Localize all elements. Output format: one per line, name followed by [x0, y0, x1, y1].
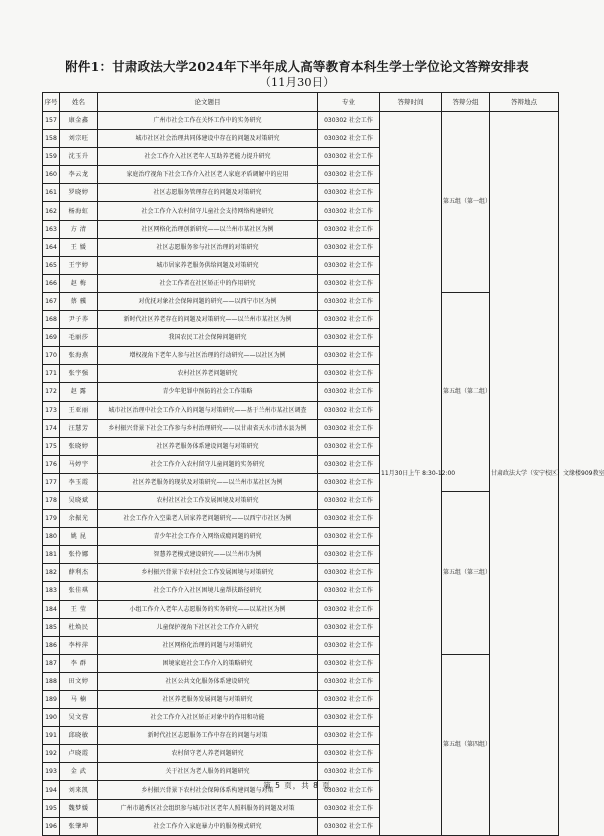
cell-no: 157: [43, 112, 60, 130]
cell-major: 030302 社会工作: [318, 437, 380, 455]
cell-name: 康金鑫: [60, 112, 98, 130]
cell-no: 187: [43, 654, 60, 672]
cell-topic: 城市社区治理中社会工作介入的问题与对策研究——基于兰州市某社区调查: [98, 401, 318, 419]
cell-major: 030302 社会工作: [318, 148, 380, 166]
cell-no: 176: [43, 455, 60, 473]
cell-topic: 社会工作介入社区困境儿童帮扶路径研究: [98, 582, 318, 600]
cell-topic: 社会工作介入农村留守儿童社会支持网络构建研究: [98, 202, 318, 220]
cell-major: 030302 社会工作: [318, 528, 380, 546]
table-header-row: [43, 93, 559, 112]
cell-name: 尹子荞: [60, 311, 98, 329]
cell-topic: 乡村振兴背景下社会工作参与乡村治理研究——以甘肃省天水市清水县为例: [98, 419, 318, 437]
cell-topic: 社区养老服务的现状及对策研究——以兰州市某社区为例: [98, 473, 318, 491]
cell-major: 030302 社会工作: [318, 781, 380, 799]
cell-name: 张海燕: [60, 347, 98, 365]
page-subtitle: （11月30日）: [259, 75, 335, 89]
header-major: 专业: [318, 93, 380, 112]
cell-no: 172: [43, 383, 60, 401]
cell-topic: 社会工作者在社区矫正中的作用研究: [98, 274, 318, 292]
cell-name: 毛丽莎: [60, 329, 98, 347]
cell-no: 178: [43, 491, 60, 509]
cell-defense-group: 第五组（第三组）: [442, 491, 490, 654]
cell-topic: 小组工作介入老年人志愿服务的实务研究——以某社区为例: [98, 600, 318, 618]
cell-name: 刘宗旺: [60, 130, 98, 148]
cell-name: 杨海虹: [60, 202, 98, 220]
cell-name: 吴晓斌: [60, 491, 98, 509]
cell-topic: 农村社区养老问题研究: [98, 365, 318, 383]
cell-topic: 社会工作介入农村留守儿童问题的实务研究: [98, 455, 318, 473]
cell-no: 179: [43, 510, 60, 528]
cell-major: 030302 社会工作: [318, 654, 380, 672]
cell-topic: 增权视角下老年人参与社区治理的行动研究——以社区为例: [98, 347, 318, 365]
cell-major: 030302 社会工作: [318, 618, 380, 636]
cell-no: 182: [43, 564, 60, 582]
cell-topic: 困境家庭社会工作介入的策略研究: [98, 654, 318, 672]
cell-no: 180: [43, 528, 60, 546]
cell-name: 汪慧芳: [60, 419, 98, 437]
cell-name: 薛利杰: [60, 564, 98, 582]
cell-major: 030302 社会工作: [318, 184, 380, 202]
cell-topic: 家庭治疗视角下社会工作介入社区老人家庭矛盾调解中的应用: [98, 166, 318, 184]
cell-major: 030302 社会工作: [318, 329, 380, 347]
cell-name: 余振光: [60, 510, 98, 528]
cell-no: 167: [43, 292, 60, 310]
cell-name: 邱晓敏: [60, 727, 98, 745]
cell-no: 164: [43, 238, 60, 256]
table-body: [43, 112, 604, 836]
cell-name: 李梓萍: [60, 636, 98, 654]
cell-no: 173: [43, 401, 60, 419]
cell-major: 030302 社会工作: [318, 546, 380, 564]
cell-name: 李 群: [60, 654, 98, 672]
header-location: 答辩地点: [490, 93, 559, 112]
cell-topic: 社区志愿服务管理存在的问题及对策研究: [98, 184, 318, 202]
cell-name: 张肇坤: [60, 817, 98, 835]
page-footer: 第 5 页，共 8 页: [263, 781, 331, 790]
cell-major: 030302 社会工作: [318, 202, 380, 220]
cell-topic: 农村留守老人养老问题研究: [98, 745, 318, 763]
cell-topic: 社区网格化治理创新研究——以兰州市某社区为例: [98, 220, 318, 238]
cell-name: 王宇婷: [60, 256, 98, 274]
cell-major: 030302 社会工作: [318, 347, 380, 365]
cell-defense-group: 第五组（第一组）: [442, 112, 490, 293]
cell-name: 马 楠: [60, 691, 98, 709]
cell-major: 030302 社会工作: [318, 582, 380, 600]
cell-topic: 社会工作介入社区矫正对象中的作用和功能: [98, 709, 318, 727]
cell-name: 姚 昆: [60, 528, 98, 546]
cell-major: 030302 社会工作: [318, 727, 380, 745]
cell-major: 030302 社会工作: [318, 365, 380, 383]
cell-no: 165: [43, 256, 60, 274]
cell-topic: 乡村振兴背景下农村社会保障体系构建问题与对策: [98, 781, 318, 799]
cell-no: 191: [43, 727, 60, 745]
cell-topic: 社区志愿服务参与社区治理的对策研究: [98, 238, 318, 256]
cell-name: 罗晓婷: [60, 184, 98, 202]
cell-topic: 社区网格化治理的问题与对策研究: [98, 636, 318, 654]
cell-no: 161: [43, 184, 60, 202]
cell-name: 王 媛: [60, 238, 98, 256]
cell-name: 蔡 骥: [60, 292, 98, 310]
cell-name: 刘来凯: [60, 781, 98, 799]
cell-topic: 社会工作介入空巢老人居家养老问题研究——以西宁市社区为例: [98, 510, 318, 528]
cell-name: 张晓婷: [60, 437, 98, 455]
cell-name: 张宇强: [60, 365, 98, 383]
cell-defense-group: 第五组（第四组）: [442, 654, 490, 835]
cell-topic: 广州市社会工作在关怀工作中的实务研究: [98, 112, 318, 130]
table-row: [43, 292, 559, 310]
cell-major: 030302 社会工作: [318, 491, 380, 509]
cell-name: 张佳琪: [60, 582, 98, 600]
cell-no: 181: [43, 546, 60, 564]
header-topic: 论文题目: [98, 93, 318, 112]
cell-major: 030302 社会工作: [318, 636, 380, 654]
cell-name: 张伶娜: [60, 546, 98, 564]
cell-name: 金 武: [60, 763, 98, 781]
cell-major: 030302 社会工作: [318, 600, 380, 618]
cell-major: 030302 社会工作: [318, 383, 380, 401]
cell-topic: 广州市越秀区社会组织参与城市社区老年人照料服务的问题及对策: [98, 799, 318, 817]
cell-major: 030302 社会工作: [318, 745, 380, 763]
cell-major: 030302 社会工作: [318, 510, 380, 528]
cell-major: 030302 社会工作: [318, 166, 380, 184]
cell-defense-group: 第五组（第二组）: [442, 292, 490, 491]
cell-major: 030302 社会工作: [318, 672, 380, 690]
page-title: 附件1：甘肃政法大学2024年下半年成人高等教育本科生学士学位论文答辩安排表: [65, 59, 529, 74]
cell-name: 赵 梅: [60, 274, 98, 292]
cell-name: 方 清: [60, 220, 98, 238]
cell-no: 188: [43, 672, 60, 690]
cell-no: 195: [43, 799, 60, 817]
cell-no: 166: [43, 274, 60, 292]
cell-topic: 智慧养老模式建设研究——以兰州市为例: [98, 546, 318, 564]
cell-no: 177: [43, 473, 60, 491]
cell-no: 169: [43, 329, 60, 347]
cell-major: 030302 社会工作: [318, 691, 380, 709]
cell-major: 030302 社会工作: [318, 220, 380, 238]
cell-major: 030302 社会工作: [318, 292, 380, 310]
cell-major: 030302 社会工作: [318, 799, 380, 817]
cell-no: 158: [43, 130, 60, 148]
cell-no: 189: [43, 691, 60, 709]
cell-topic: 社会工作介入家庭暴力中的服务模式研究: [98, 817, 318, 835]
cell-major: 030302 社会工作: [318, 817, 380, 835]
cell-topic: 城市社区社会治理共同体建设中存在的问题及对策研究: [98, 130, 318, 148]
cell-no: 160: [43, 166, 60, 184]
cell-no: 192: [43, 745, 60, 763]
cell-topic: 新时代社区养老存在的问题及对策研究——以兰州市某社区为例: [98, 311, 318, 329]
cell-major: 030302 社会工作: [318, 455, 380, 473]
cell-no: 190: [43, 709, 60, 727]
cell-topic: 青少年犯罪中预防的社会工作策略: [98, 383, 318, 401]
cell-no: 194: [43, 781, 60, 799]
cell-name: 李玉霞: [60, 473, 98, 491]
cell-topic: 社会工作介入社区老年人互助养老能力提升研究: [98, 148, 318, 166]
cell-defense-location: 甘肃政法大学（安宁校区）文缘楼909教室: [490, 112, 559, 836]
cell-major: 030302 社会工作: [318, 130, 380, 148]
cell-major: 030302 社会工作: [318, 419, 380, 437]
cell-major: 030302 社会工作: [318, 274, 380, 292]
table-row: [43, 112, 559, 130]
cell-no: 174: [43, 419, 60, 437]
cell-no: 162: [43, 202, 60, 220]
cell-name: 卢晓霞: [60, 745, 98, 763]
cell-topic: 社区公共文化服务体系建设研究: [98, 672, 318, 690]
cell-topic: 儿童保护视角下社区社会工作介入研究: [98, 618, 318, 636]
cell-no: 163: [43, 220, 60, 238]
cell-major: 030302 社会工作: [318, 763, 380, 781]
cell-major: 030302 社会工作: [318, 473, 380, 491]
cell-name: 杜焕民: [60, 618, 98, 636]
header-time: 答辩时间: [380, 93, 442, 112]
cell-defense-time: 11月30日上午 8:30-12:00: [380, 112, 442, 836]
cell-major: 030302 社会工作: [318, 256, 380, 274]
cell-no: 183: [43, 582, 60, 600]
cell-topic: 乡村振兴背景下农村社会工作发展困境与对策研究: [98, 564, 318, 582]
cell-no: 186: [43, 636, 60, 654]
cell-topic: 对优抚对象社会保障问题的研究——以西宁市区为例: [98, 292, 318, 310]
cell-major: 030302 社会工作: [318, 401, 380, 419]
cell-name: 田文婷: [60, 672, 98, 690]
cell-no: 175: [43, 437, 60, 455]
cell-name: 魏梦媛: [60, 799, 98, 817]
cell-major: 030302 社会工作: [318, 112, 380, 130]
cell-topic: 社区养老服务发展问题与对策研究: [98, 691, 318, 709]
cell-major: 030302 社会工作: [318, 709, 380, 727]
cell-name: 赵 露: [60, 383, 98, 401]
header-name: 姓名: [60, 93, 98, 112]
cell-major: 030302 社会工作: [318, 311, 380, 329]
cell-no: 168: [43, 311, 60, 329]
cell-name: 沈玉升: [60, 148, 98, 166]
cell-no: 171: [43, 365, 60, 383]
header-no: 序号: [43, 93, 60, 112]
table-row: [43, 491, 559, 509]
cell-topic: 城市居家养老服务供给问题及对策研究: [98, 256, 318, 274]
cell-topic: 青少年社会工作介入网络成瘾问题的研究: [98, 528, 318, 546]
cell-topic: 社区养老服务体系建设问题与对策研究: [98, 437, 318, 455]
cell-no: 159: [43, 148, 60, 166]
cell-name: 王 莹: [60, 600, 98, 618]
cell-topic: 农村社区社会工作发展困境及对策研究: [98, 491, 318, 509]
cell-no: 193: [43, 763, 60, 781]
table-row: [43, 654, 559, 672]
cell-name: 王亚丽: [60, 401, 98, 419]
cell-name: 吴文蓉: [60, 709, 98, 727]
cell-no: 185: [43, 618, 60, 636]
cell-topic: 我国农民工社会保障问题研究: [98, 329, 318, 347]
cell-no: 184: [43, 600, 60, 618]
cell-name: 马婷宇: [60, 455, 98, 473]
cell-no: 170: [43, 347, 60, 365]
header-group: 答辩分组: [442, 93, 490, 112]
cell-no: 196: [43, 817, 60, 835]
schedule-table: [42, 92, 604, 836]
cell-topic: 关于社区为老人服务的问题研究: [98, 763, 318, 781]
cell-name: 李云龙: [60, 166, 98, 184]
cell-topic: 新时代社区志愿服务工作中存在的问题与对策: [98, 727, 318, 745]
cell-major: 030302 社会工作: [318, 564, 380, 582]
cell-major: 030302 社会工作: [318, 238, 380, 256]
